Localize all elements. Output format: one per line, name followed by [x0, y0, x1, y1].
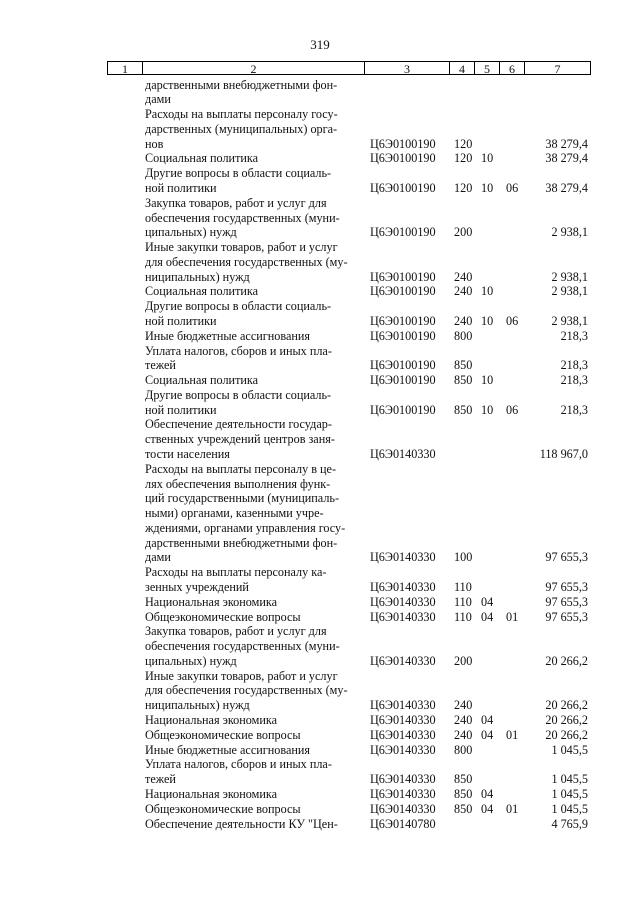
table-row — [0, 314, 640, 329]
row-sum: 20 266,2 — [545, 727, 588, 742]
row-rz: 04 — [481, 594, 494, 609]
row-rz: 10 — [481, 180, 494, 195]
row-code: Ц6Э0100190 — [370, 313, 436, 328]
row-name: обеспечения государственных (муни- — [145, 639, 340, 654]
row-vr: 240 — [454, 269, 473, 284]
table-row — [0, 151, 640, 166]
table-row — [0, 211, 640, 226]
table-row — [0, 669, 640, 684]
row-sum: 97 655,3 — [545, 550, 588, 565]
row-vr: 100 — [454, 550, 473, 565]
row-name: ниципальных) нужд — [145, 698, 250, 713]
table-row — [0, 373, 640, 388]
row-code: Ц6Э0140330 — [370, 786, 436, 801]
row-code: Ц6Э0140780 — [370, 816, 436, 831]
row-code: Ц6Э0100190 — [370, 180, 436, 195]
table-row — [0, 802, 640, 817]
table-row — [0, 462, 640, 477]
row-name: для обеспечения государственных (му- — [145, 683, 348, 698]
row-vr: 110 — [454, 609, 472, 624]
row-sum: 118 967,0 — [539, 447, 588, 461]
row-name: ными) органами, казенными учре- — [145, 506, 324, 521]
table-row — [0, 757, 640, 772]
row-name: дарственными внебюджетными фон- — [145, 535, 338, 550]
row-code: Ц6Э0100190 — [370, 373, 436, 388]
row-rz: 04 — [481, 801, 494, 816]
row-name: Общеэкономические вопросы — [145, 727, 301, 742]
row-pr: 01 — [506, 801, 519, 816]
row-vr: 850 — [454, 402, 473, 417]
table-row — [0, 713, 640, 728]
table-row — [0, 787, 640, 802]
row-sum: 4 765,9 — [551, 816, 588, 831]
row-code: Ц6Э0140330 — [370, 772, 436, 787]
row-vr: 110 — [454, 580, 472, 595]
row-name: ций государственными (муниципаль- — [145, 491, 340, 506]
header-col-2: 2 — [142, 61, 365, 75]
row-name: Обеспечение деятельности КУ "Цен- — [145, 816, 338, 831]
table-row — [0, 329, 640, 344]
row-name: Уплата налогов, сборов и иных пла- — [145, 343, 332, 358]
header-col-4: 4 — [449, 61, 475, 75]
row-sum: 20 266,2 — [545, 698, 588, 713]
table-row — [0, 610, 640, 625]
row-name: Расходы на выплаты персоналу ка- — [145, 565, 327, 580]
row-name: тости населения — [145, 447, 230, 461]
row-name: Социальная политика — [145, 151, 259, 166]
table-row — [0, 506, 640, 521]
table-row — [0, 654, 640, 669]
row-vr: 120 — [454, 151, 473, 166]
row-vr: 240 — [454, 284, 473, 299]
row-code: Ц6Э0100190 — [370, 402, 436, 417]
row-rz: 04 — [481, 727, 494, 742]
header-col-3: 3 — [364, 61, 450, 75]
row-rz: 10 — [481, 373, 494, 388]
row-code: Ц6Э0140330 — [370, 713, 436, 728]
row-code: Ц6Э0140330 — [370, 742, 436, 757]
row-vr: 240 — [454, 698, 473, 713]
row-name: Обеспечение деятельности государ- — [145, 417, 332, 432]
table-row — [0, 403, 640, 418]
table-row — [0, 491, 640, 506]
row-pr: 06 — [506, 180, 519, 195]
table-row — [0, 772, 640, 787]
row-rz: 10 — [481, 402, 494, 417]
row-name: Уплата налогов, сборов и иных пла- — [145, 757, 332, 772]
table-row — [0, 284, 640, 299]
page-number: 319 — [310, 37, 330, 52]
row-code: Ц6Э0100190 — [370, 269, 436, 284]
row-sum: 2 938,1 — [551, 313, 588, 328]
table-row — [0, 521, 640, 536]
row-name: Социальная политика — [145, 284, 259, 299]
row-name: Иные закупки товаров, работ и услуг — [145, 668, 338, 683]
header-col-1: 1 — [107, 61, 143, 75]
row-rz: 10 — [481, 151, 494, 166]
table-row — [0, 683, 640, 698]
row-name: ственных учреждений центров заня- — [145, 432, 335, 447]
row-vr: 120 — [454, 136, 473, 151]
table-row — [0, 358, 640, 373]
row-name: дами — [145, 550, 171, 565]
row-name: Общеэкономические вопросы — [145, 609, 301, 624]
row-name: тежей — [145, 772, 176, 787]
row-rz: 04 — [481, 713, 494, 728]
row-vr: 110 — [454, 594, 472, 609]
row-name: Национальная экономика — [145, 713, 278, 728]
row-code: Ц6Э0140330 — [370, 580, 436, 595]
row-sum: 38 279,4 — [545, 180, 588, 195]
row-pr: 06 — [506, 313, 519, 328]
table-row — [0, 624, 640, 639]
table-row — [0, 196, 640, 211]
table-row — [0, 107, 640, 122]
row-sum: 20 266,2 — [545, 653, 588, 668]
row-rz: 04 — [481, 786, 494, 801]
row-vr: 120 — [454, 180, 473, 195]
row-sum: 218,3 — [560, 358, 588, 373]
row-vr: 850 — [454, 358, 473, 373]
table-row — [0, 580, 640, 595]
row-code: Ц6Э0100190 — [370, 284, 436, 299]
row-sum: 38 279,4 — [545, 136, 588, 151]
row-name: Другие вопросы в области социаль- — [145, 387, 332, 402]
row-name: обеспечения государственных (муни- — [145, 210, 340, 225]
table-row — [0, 817, 640, 832]
row-sum: 2 938,1 — [551, 269, 588, 284]
table-row — [0, 728, 640, 743]
row-code: Ц6Э0100190 — [370, 358, 436, 373]
row-name: зенных учреждений — [145, 580, 249, 595]
row-vr: 850 — [454, 373, 473, 388]
row-name: ниципальных) нужд — [145, 269, 250, 284]
row-name: для обеспечения государственных (му- — [145, 254, 348, 269]
row-sum: 2 938,1 — [551, 284, 588, 299]
table-row — [0, 432, 640, 447]
table-row — [0, 477, 640, 492]
table-row — [0, 225, 640, 240]
row-code: Ц6Э0140330 — [370, 801, 436, 816]
row-name: ципальных) нужд — [145, 225, 237, 240]
table-row — [0, 122, 640, 137]
row-sum: 218,3 — [560, 402, 588, 417]
row-name: ципальных) нужд — [145, 653, 237, 668]
row-vr: 850 — [454, 772, 473, 787]
table-row — [0, 255, 640, 270]
table-row — [0, 270, 640, 285]
row-sum: 218,3 — [560, 328, 588, 343]
row-name: Социальная политика — [145, 373, 259, 388]
table-row — [0, 595, 640, 610]
row-sum: 20 266,2 — [545, 713, 588, 728]
row-sum: 38 279,4 — [545, 151, 588, 166]
header-col-6: 6 — [499, 61, 525, 75]
row-sum: 2 938,1 — [551, 225, 588, 240]
table-row — [0, 299, 640, 314]
row-code: Ц6Э0100190 — [370, 225, 436, 240]
row-name: нов — [145, 136, 164, 151]
row-vr: 240 — [454, 727, 473, 742]
row-sum: 1 045,5 — [551, 786, 588, 801]
row-sum: 97 655,3 — [545, 580, 588, 595]
row-name: Иные бюджетные ассигнования — [145, 742, 311, 757]
table-row — [0, 166, 640, 181]
row-pr: 06 — [506, 402, 519, 417]
row-pr: 01 — [506, 727, 519, 742]
row-code: Ц6Э0140330 — [370, 727, 436, 742]
table-row — [0, 417, 640, 432]
row-name: ной политики — [145, 313, 217, 328]
row-rz: 10 — [481, 313, 494, 328]
row-name: Другие вопросы в области социаль- — [145, 299, 332, 314]
row-name: Национальная экономика — [145, 594, 278, 609]
row-name: Национальная экономика — [145, 786, 278, 801]
row-code: Ц6Э0100190 — [370, 136, 436, 151]
header-col-5: 5 — [474, 61, 500, 75]
table-row — [0, 78, 640, 93]
row-name: дарственными внебюджетными фон- — [145, 77, 338, 92]
row-rz: 04 — [481, 609, 494, 624]
row-name: ной политики — [145, 180, 217, 195]
row-name: Закупка товаров, работ и услуг для — [145, 624, 327, 639]
row-code: Ц6Э0140330 — [370, 698, 436, 713]
table-row — [0, 565, 640, 580]
row-name: дами — [145, 92, 171, 107]
row-rz: 10 — [481, 284, 494, 299]
row-sum: 1 045,5 — [551, 742, 588, 757]
row-vr: 850 — [454, 801, 473, 816]
row-sum: 97 655,3 — [545, 594, 588, 609]
row-name: дарственных (муниципальных) орга- — [145, 121, 338, 136]
row-name: ждениями, органами управления госу- — [145, 520, 346, 535]
row-sum: 218,3 — [560, 373, 588, 388]
row-vr: 850 — [454, 786, 473, 801]
row-name: лях обеспечения выполнения функ- — [145, 476, 331, 491]
row-name: Расходы на выплаты персоналу в це- — [145, 461, 337, 476]
table-row — [0, 181, 640, 196]
table-row — [0, 447, 640, 462]
row-name: тежей — [145, 358, 176, 373]
row-code: Ц6Э0100190 — [370, 151, 436, 166]
table-row — [0, 743, 640, 758]
row-name: Закупка товаров, работ и услуг для — [145, 195, 327, 210]
row-code: Ц6Э0140330 — [370, 609, 436, 624]
row-code: Ц6Э0140330 — [370, 447, 436, 461]
row-sum: 1 045,5 — [551, 772, 588, 787]
row-code: Ц6Э0140330 — [370, 653, 436, 668]
table-row — [0, 550, 640, 565]
row-name: Иные бюджетные ассигнования — [145, 328, 311, 343]
row-name: Другие вопросы в области социаль- — [145, 166, 332, 181]
row-sum: 1 045,5 — [551, 801, 588, 816]
row-vr: 200 — [454, 653, 473, 668]
table-row — [0, 388, 640, 403]
row-code: Ц6Э0140330 — [370, 550, 436, 565]
row-vr: 800 — [454, 328, 473, 343]
row-code: Ц6Э0140330 — [370, 594, 436, 609]
table-row — [0, 137, 640, 152]
row-vr: 240 — [454, 713, 473, 728]
row-name: Общеэкономические вопросы — [145, 801, 301, 816]
row-vr: 200 — [454, 225, 473, 240]
row-name: Расходы на выплаты персоналу госу- — [145, 107, 338, 122]
row-sum: 97 655,3 — [545, 609, 588, 624]
table-row — [0, 536, 640, 551]
table-row — [0, 639, 640, 654]
row-code: Ц6Э0100190 — [370, 328, 436, 343]
row-pr: 01 — [506, 609, 519, 624]
row-name: Иные закупки товаров, работ и услуг — [145, 240, 338, 255]
table-row — [0, 240, 640, 255]
table-row — [0, 92, 640, 107]
table-row — [0, 344, 640, 359]
table-row — [0, 698, 640, 713]
row-vr: 800 — [454, 742, 473, 757]
row-name: ной политики — [145, 402, 217, 417]
row-vr: 240 — [454, 313, 473, 328]
header-col-7: 7 — [524, 61, 591, 75]
